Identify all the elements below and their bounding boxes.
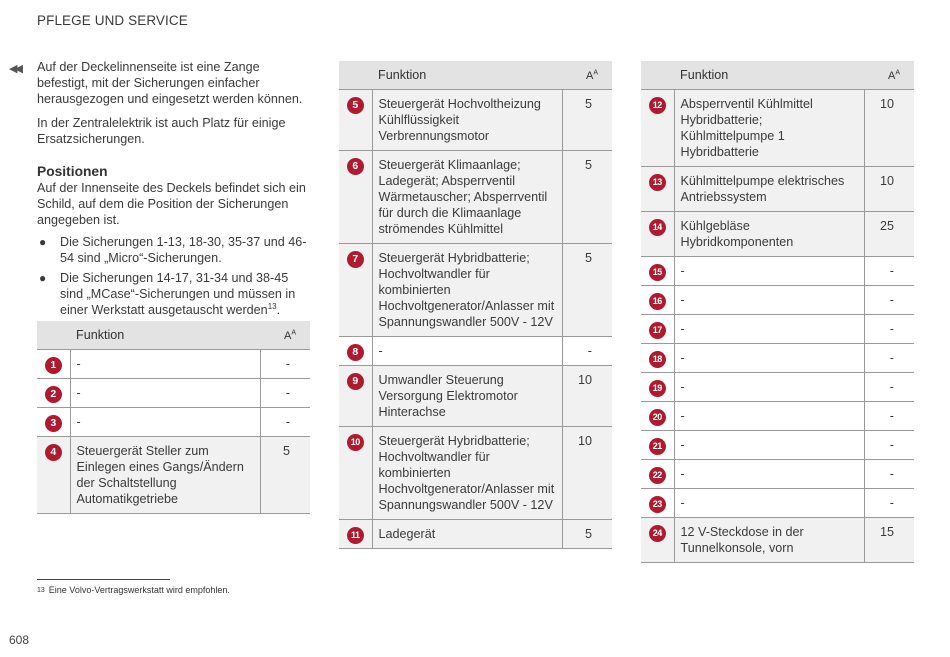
ampere-header <box>864 61 914 90</box>
fuse-table-3 <box>641 61 914 563</box>
table-row <box>339 427 612 520</box>
header-row <box>339 61 612 90</box>
footnote-ref[interactable]: 13 <box>267 301 277 311</box>
table-row <box>641 286 914 315</box>
fuse-number-cell <box>641 460 674 489</box>
table-row <box>641 212 914 257</box>
fuse-function-cell: - <box>70 379 260 408</box>
fuse-ampere-cell: - <box>260 350 310 379</box>
table-row <box>37 379 310 408</box>
fuse-function-cell: - <box>674 402 864 431</box>
table-row <box>641 90 914 167</box>
bullet-text: Die Sicherungen 14-17, 31-34 und 38-45 sind „MCase“-Sicherungen und müssen in einer Werkstatt ausgetauscht werden <box>60 271 296 317</box>
fuse-number-cell <box>339 520 372 549</box>
bullet-icon: ● <box>39 235 47 249</box>
table-row <box>37 437 310 514</box>
bullet-text: Die Sicherungen 1-13, 18-30, 35-37 und 46-54 sind „Micro“-Sicherungen. <box>60 235 307 265</box>
intro-paragraph-2: In der Zentralelektrik ist auch Platz für einige Ersatzsicherungen. <box>37 116 286 146</box>
fuse-number-cell <box>37 379 70 408</box>
fuse-number-cell <box>339 337 372 366</box>
bullet-item <box>37 234 310 266</box>
fuse-function-cell: Absperrventil Kühlmittel Hybridbatterie; Kühlmittelpumpe 1 Hybridbatterie <box>674 90 864 167</box>
table-row <box>641 344 914 373</box>
fuse-ampere-cell: - <box>864 257 914 286</box>
fuse-number-cell <box>339 244 372 337</box>
fuse-number-cell <box>37 350 70 379</box>
table-row <box>641 257 914 286</box>
ampere-symbol <box>586 70 598 82</box>
positions-text: Auf der Innenseite des Deckels befindet sich ein Schild, auf dem die Position der Sicherungen angegeben ist. <box>37 181 306 227</box>
header-row <box>37 321 310 350</box>
table-body <box>37 350 310 514</box>
fuse-number-cell <box>641 431 674 460</box>
fuse-number-cell <box>641 489 674 518</box>
number-header <box>641 61 674 90</box>
fuse-function-cell: Ladegerät <box>372 520 562 549</box>
table-header <box>37 321 310 350</box>
fuse-number-badge: 11 <box>347 527 364 544</box>
footnote-text: Eine Volvo-Vertragswerkstatt wird empfohlen. <box>48 585 230 595</box>
table-row <box>641 489 914 518</box>
ampere-header <box>260 321 310 350</box>
fuse-number-cell <box>641 212 674 257</box>
fuse-number-cell <box>339 151 372 244</box>
fuse-number-badge: 18 <box>649 351 666 368</box>
fuse-function-cell: Steuergerät Hybridbatterie; Hochvoltwandler für kombinierten Hochvoltgenerator/Anlasser mit Spannungswandler 500V - 12V <box>372 244 562 337</box>
fuse-number-badge: 2 <box>45 386 62 403</box>
fuse-ampere-cell: - <box>864 373 914 402</box>
ampere-letter: A <box>283 330 292 343</box>
intro-paragraph-1: Auf der Deckelinnenseite ist eine Zange befestigt, mit der Sicherungen einfacher herausgezogen und eingesetzt werden können. <box>37 60 303 106</box>
table-row <box>339 151 612 244</box>
fuse-number-cell <box>339 427 372 520</box>
number-header <box>339 61 372 90</box>
fuse-ampere-cell: 10 <box>864 90 914 167</box>
ampere-letter: A <box>585 70 594 83</box>
fuse-number-cell <box>339 90 372 151</box>
fuse-table-1 <box>37 321 310 514</box>
fuse-ampere-cell: - <box>864 315 914 344</box>
fuse-number-badge: 24 <box>649 525 666 542</box>
ampere-header <box>562 61 612 90</box>
fuse-number-badge: 6 <box>347 158 364 175</box>
fuse-function-cell: - <box>674 286 864 315</box>
fuse-number-cell <box>37 408 70 437</box>
table-header <box>641 61 914 90</box>
page-header: PFLEGE UND SERVICE <box>37 13 188 28</box>
table-body <box>641 90 914 563</box>
table-row <box>339 90 612 151</box>
fuse-number-badge: 3 <box>45 415 62 432</box>
ampere-symbol <box>888 70 900 82</box>
fuse-ampere-cell: 5 <box>562 151 612 244</box>
fuse-number-cell <box>37 437 70 514</box>
table-row <box>339 366 612 427</box>
ampere-sup: A <box>593 69 598 77</box>
fuse-ampere-cell: - <box>864 402 914 431</box>
fuse-number-badge: 15 <box>649 264 666 281</box>
fuse-number-badge: 21 <box>649 438 666 455</box>
ampere-sup: A <box>895 69 900 77</box>
table-row <box>641 373 914 402</box>
page-number: 608 <box>9 633 30 647</box>
fuse-ampere-cell: 10 <box>864 167 914 212</box>
header-row <box>641 61 914 90</box>
table-row <box>641 460 914 489</box>
function-header: Funktion <box>372 61 562 90</box>
fuse-function-cell: Kühlmittelpumpe elektrisches Antriebssystem <box>674 167 864 212</box>
fuse-function-cell: 12 V-Steckdose in der Tunnelkonsole, vorn <box>674 518 864 563</box>
fuse-number-badge: 22 <box>649 467 666 484</box>
fuse-function-cell: - <box>70 350 260 379</box>
bullet-end: . <box>276 303 281 317</box>
fuse-number-cell <box>641 518 674 563</box>
fuse-ampere-cell: 10 <box>562 427 612 520</box>
fuse-number-badge: 16 <box>649 293 666 310</box>
fuse-ampere-cell: 10 <box>562 366 612 427</box>
bullet-icon: ● <box>39 271 47 285</box>
fuse-number-cell <box>641 286 674 315</box>
fuse-number-badge: 5 <box>347 97 364 114</box>
back-arrows-icon[interactable]: ◀◀ <box>9 63 20 75</box>
table-row <box>641 431 914 460</box>
table-row <box>37 408 310 437</box>
fuse-function-cell: Steuergerät Hochvoltheizung Kühlflüssigkeit Verbrennungsmotor <box>372 90 562 151</box>
fuse-number-cell <box>641 402 674 431</box>
fuse-function-cell: Steuergerät Klimaanlage; Ladegerät; Absperrventil Wärmetauscher; Absperrventil für durch die Klimaanlage strömendes Kühlmittel <box>372 151 562 244</box>
fuse-number-cell <box>641 90 674 167</box>
fuse-number-badge: 17 <box>649 322 666 339</box>
table-row <box>339 337 612 366</box>
ampere-letter: A <box>887 70 896 83</box>
fuse-ampere-cell: - <box>260 379 310 408</box>
table-header <box>339 61 612 90</box>
intro-column <box>37 59 310 322</box>
fuse-ampere-cell: 25 <box>864 212 914 257</box>
fuse-function-cell: Steuergerät Steller zum Einlegen eines Gangs/Ändern der Schaltstellung Automatikgetriebe <box>70 437 260 514</box>
table-body <box>339 90 612 549</box>
footnote <box>37 585 230 596</box>
number-header <box>37 321 70 350</box>
fuse-number-badge: 12 <box>649 97 666 114</box>
function-header: Funktion <box>70 321 260 350</box>
fuse-function-cell: - <box>674 431 864 460</box>
fuse-number-cell <box>641 344 674 373</box>
fuse-ampere-cell: 5 <box>260 437 310 514</box>
fuse-ampere-cell: - <box>864 460 914 489</box>
fuse-ampere-cell: - <box>864 489 914 518</box>
ampere-symbol <box>284 330 296 342</box>
fuse-function-cell: - <box>674 257 864 286</box>
fuse-number-badge: 20 <box>649 409 666 426</box>
fuse-number-badge: 10 <box>347 434 364 451</box>
footnote-number: 13 <box>37 587 45 594</box>
table-row <box>641 315 914 344</box>
fuse-number-cell <box>339 366 372 427</box>
table-row <box>339 520 612 549</box>
table-row <box>641 167 914 212</box>
fuse-number-badge: 7 <box>347 251 364 268</box>
fuse-function-cell: Umwandler Steuerung Versorgung Elektromotor Hinterachse <box>372 366 562 427</box>
fuse-function-cell: Kühlgebläse Hybridkomponenten <box>674 212 864 257</box>
fuse-table-2 <box>339 61 612 549</box>
fuse-function-cell: - <box>674 489 864 518</box>
fuse-ampere-cell: - <box>864 286 914 315</box>
fuse-ampere-cell: - <box>864 431 914 460</box>
fuse-function-cell: - <box>674 373 864 402</box>
fuse-ampere-cell: - <box>562 337 612 366</box>
fuse-number-badge: 1 <box>45 357 62 374</box>
footnote-divider <box>37 579 170 580</box>
fuse-ampere-cell: 5 <box>562 90 612 151</box>
fuse-number-badge: 14 <box>649 219 666 236</box>
fuse-number-cell <box>641 167 674 212</box>
table-row <box>339 244 612 337</box>
fuse-ampere-cell: 5 <box>562 244 612 337</box>
function-header: Funktion <box>674 61 864 90</box>
fuse-number-cell <box>641 315 674 344</box>
fuse-number-badge: 4 <box>45 444 62 461</box>
positions-bullets <box>37 234 310 318</box>
table-row <box>641 518 914 563</box>
fuse-number-badge: 13 <box>649 174 666 191</box>
fuse-number-badge: 19 <box>649 380 666 397</box>
table-row <box>641 402 914 431</box>
fuse-function-cell: - <box>674 344 864 373</box>
table-row <box>37 350 310 379</box>
fuse-ampere-cell: 15 <box>864 518 914 563</box>
fuse-number-cell <box>641 257 674 286</box>
fuse-ampere-cell: - <box>864 344 914 373</box>
fuse-function-cell: - <box>372 337 562 366</box>
positions-heading: Positionen <box>37 164 108 179</box>
fuse-number-badge: 23 <box>649 496 666 513</box>
fuse-function-cell: Steuergerät Hybridbatterie; Hochvoltwandler für kombinierten Hochvoltgenerator/Anlasser mit Spannungswandler 500V - 12V <box>372 427 562 520</box>
fuse-number-cell <box>641 373 674 402</box>
fuse-number-badge: 8 <box>347 344 364 361</box>
ampere-sup: A <box>291 329 296 337</box>
fuse-number-badge: 9 <box>347 373 364 390</box>
fuse-ampere-cell: - <box>260 408 310 437</box>
fuse-ampere-cell: 5 <box>562 520 612 549</box>
fuse-function-cell: - <box>70 408 260 437</box>
fuse-function-cell: - <box>674 315 864 344</box>
fuse-function-cell: - <box>674 460 864 489</box>
bullet-item <box>37 270 310 318</box>
